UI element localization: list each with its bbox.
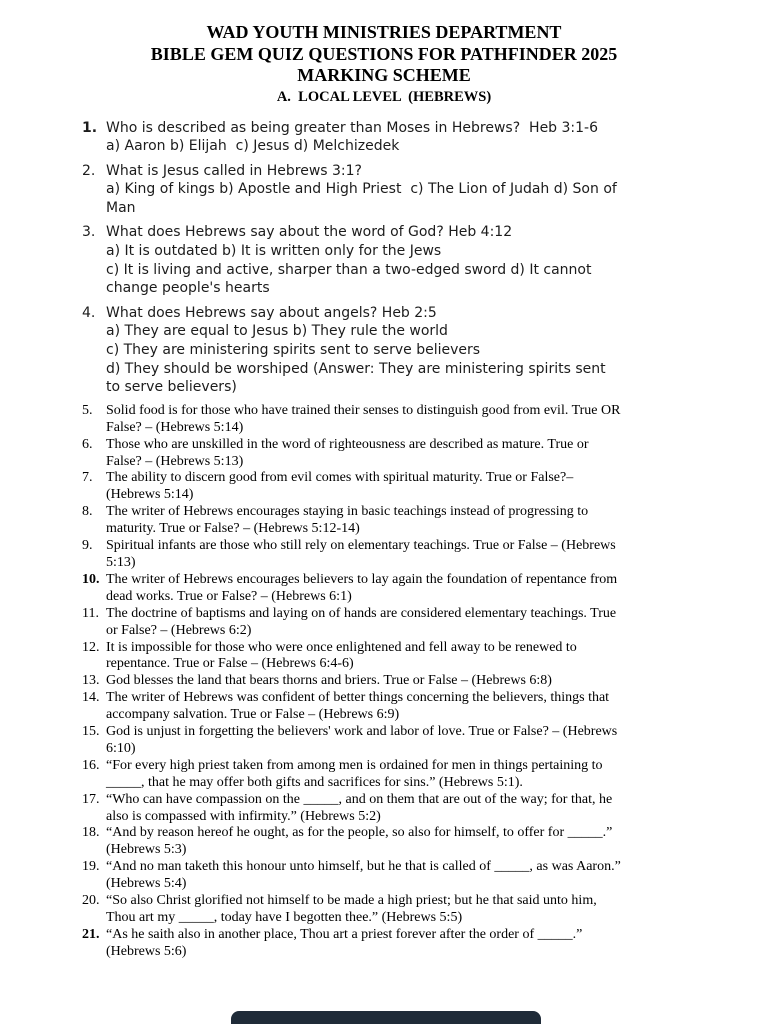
question-line: Who is described as being greater than Moses in Hebrews? Heb 3:1-6 [106, 119, 599, 136]
question-number: 21. [82, 926, 100, 942]
multiple-choice-section [82, 119, 728, 397]
question-number: 17. [82, 791, 100, 807]
question-body [106, 927, 728, 961]
question-line: a) Aaron b) Elijah c) Jesus d) Melchizedek [106, 138, 400, 155]
bottom-toolbar[interactable] [231, 1011, 541, 1024]
question-line: God blesses the land that bears thorns and briers. True or False – (Hebrews 6:8) [106, 673, 552, 689]
question-line: The writer of Hebrews encourages believers to lay again the foundation of repentance from [106, 571, 618, 587]
question-line: 6:10) [106, 740, 136, 756]
question-item [82, 724, 728, 758]
question-body [106, 119, 728, 156]
question-line: _____, that he may offer both gifts and sacrifices for sins.” (Hebrews 5:1). [106, 774, 523, 790]
question-number: 20. [82, 893, 100, 909]
question-item [82, 437, 728, 471]
question-item [82, 470, 728, 504]
question-line: False? – (Hebrews 5:13) [106, 453, 244, 469]
question-item [82, 304, 728, 397]
question-item [82, 673, 728, 690]
question-list [0, 106, 768, 961]
question-line: (Hebrews 5:4) [106, 876, 187, 892]
question-item [82, 162, 728, 218]
question-line: change people's hearts [106, 280, 270, 297]
question-body [106, 437, 728, 471]
question-body [106, 504, 728, 538]
question-line: What does Hebrews say about angels? Heb 2:5 [106, 304, 437, 321]
question-body [106, 538, 728, 572]
question-item [82, 572, 728, 606]
question-item [82, 640, 728, 674]
question-item [82, 403, 728, 437]
question-item [82, 223, 728, 297]
question-line: a) King of kings b) Apostle and High Priest c) The Lion of Judah d) Son of [106, 181, 617, 198]
question-body [106, 792, 728, 826]
question-line: What is Jesus called in Hebrews 3:1? [106, 162, 362, 179]
question-line: accompany salvation. True or False – (Hebrews 6:9) [106, 707, 400, 723]
question-body [106, 572, 728, 606]
question-number: 15. [82, 724, 100, 740]
document-header [0, 0, 768, 106]
question-number: 13. [82, 673, 100, 689]
question-body [106, 640, 728, 674]
question-line: What does Hebrews say about the word of God? Heb 4:12 [106, 224, 513, 241]
question-body [106, 690, 728, 724]
question-line: God is unjust in forgetting the believers' work and labor of love. True or False? – (Hebrews [106, 724, 618, 740]
question-line: False? – (Hebrews 5:14) [106, 419, 244, 435]
question-body [106, 403, 728, 437]
question-body [106, 223, 728, 297]
question-body [106, 893, 728, 927]
question-item [82, 606, 728, 640]
question-number: 7. [82, 470, 93, 486]
question-line: “For every high priest taken from among men is ordained for men in things pertaining to [106, 757, 603, 773]
question-item [82, 893, 728, 927]
question-number: 6. [82, 436, 93, 452]
question-line: to serve believers) [106, 379, 237, 396]
question-line: (Hebrews 5:6) [106, 943, 187, 959]
question-line: Man [106, 199, 136, 216]
question-number: 5. [82, 402, 93, 418]
question-line: “Who can have compassion on the _____, and on them that are out of the way; for that, he [106, 791, 613, 807]
question-item [82, 119, 728, 156]
question-line: Solid food is for those who have trained their senses to distinguish good from evil. True OR [106, 402, 621, 418]
question-body [106, 606, 728, 640]
question-line: c) They are ministering spirits sent to serve believers [106, 342, 481, 359]
question-line: (Hebrews 5:14) [106, 487, 194, 503]
title-line-1: WAD YOUTH MINISTRIES DEPARTMENT [206, 22, 562, 42]
question-line: “And by reason hereof he ought, as for the people, so also for himself, to offer for _____.” [106, 825, 613, 841]
true-false-section [82, 403, 728, 961]
question-body [106, 162, 728, 218]
question-line: also is compassed with infirmity.” (Hebrews 5:2) [106, 808, 381, 824]
question-item [82, 792, 728, 826]
section-heading: A. LOCAL LEVEL (HEBREWS) [276, 88, 492, 105]
question-line: Spiritual infants are those who still rely on elementary teachings. True or False – (Hebrews [106, 538, 616, 554]
question-line: It is impossible for those who were once enlightened and fell away to be renewed to [106, 639, 577, 655]
title-line-3: MARKING SCHEME [297, 65, 471, 85]
question-line: a) They are equal to Jesus b) They rule the world [106, 323, 448, 340]
question-item [82, 758, 728, 792]
question-item [82, 825, 728, 859]
question-number: 4. [82, 304, 96, 321]
question-item [82, 504, 728, 538]
question-item [82, 859, 728, 893]
question-number: 8. [82, 504, 93, 520]
question-line: 5:13) [106, 554, 136, 570]
question-line: a) It is outdated b) It is written only for the Jews [106, 243, 442, 260]
question-line: or False? – (Hebrews 6:2) [106, 622, 252, 638]
question-body [106, 859, 728, 893]
question-line: The ability to discern good from evil comes with spiritual maturity. True or False?– [106, 470, 574, 486]
question-body [106, 825, 728, 859]
question-line: The writer of Hebrews encourages staying in basic teachings instead of progressing to [106, 504, 589, 520]
question-number: 1. [82, 119, 98, 136]
question-body [106, 673, 728, 690]
question-body [106, 758, 728, 792]
question-number: 16. [82, 757, 100, 773]
question-item [82, 927, 728, 961]
question-line: dead works. True or False? – (Hebrews 6:1) [106, 588, 352, 604]
question-line: (Hebrews 5:3) [106, 842, 187, 858]
question-line: The doctrine of baptisms and laying on of hands are considered elementary teachings. True [106, 605, 617, 621]
question-number: 10. [82, 571, 100, 587]
question-line: “So also Christ glorified not himself to be made a high priest; but he that said unto him, [106, 893, 597, 909]
question-line: repentance. True or False – (Hebrews 6:4-6) [106, 656, 354, 672]
question-line: The writer of Hebrews was confident of better things concerning the believers, things that [106, 690, 610, 706]
question-number: 19. [82, 859, 100, 875]
question-line: c) It is living and active, sharper than a two-edged sword d) It cannot [106, 261, 592, 278]
question-number: 9. [82, 538, 93, 554]
question-line: maturity. True or False? – (Hebrews 5:12-14) [106, 521, 360, 537]
question-line: d) They should be worshiped (Answer: They are ministering spirits sent [106, 360, 606, 377]
question-number: 14. [82, 690, 100, 706]
question-body [106, 470, 728, 504]
question-number: 11. [82, 605, 99, 621]
question-item [82, 690, 728, 724]
question-body [106, 724, 728, 758]
question-number: 12. [82, 639, 100, 655]
question-body [106, 304, 728, 397]
question-line: Thou art my _____, today have I begotten thee.” (Hebrews 5:5) [106, 910, 463, 925]
title-line-2: BIBLE GEM QUIZ QUESTIONS FOR PATHFINDER 2025 [150, 43, 618, 64]
question-number: 18. [82, 825, 100, 841]
question-number: 3. [82, 224, 96, 241]
question-line: Those who are unskilled in the word of righteousness are described as mature. True or [106, 436, 589, 452]
question-line: “As he saith also in another place, Thou art a priest forever after the order of _____.” [106, 926, 583, 942]
question-item [82, 538, 728, 572]
question-number: 2. [82, 162, 96, 179]
question-line: “And no man taketh this honour unto himself, but he that is called of _____, as was Aaron.” [106, 859, 621, 875]
